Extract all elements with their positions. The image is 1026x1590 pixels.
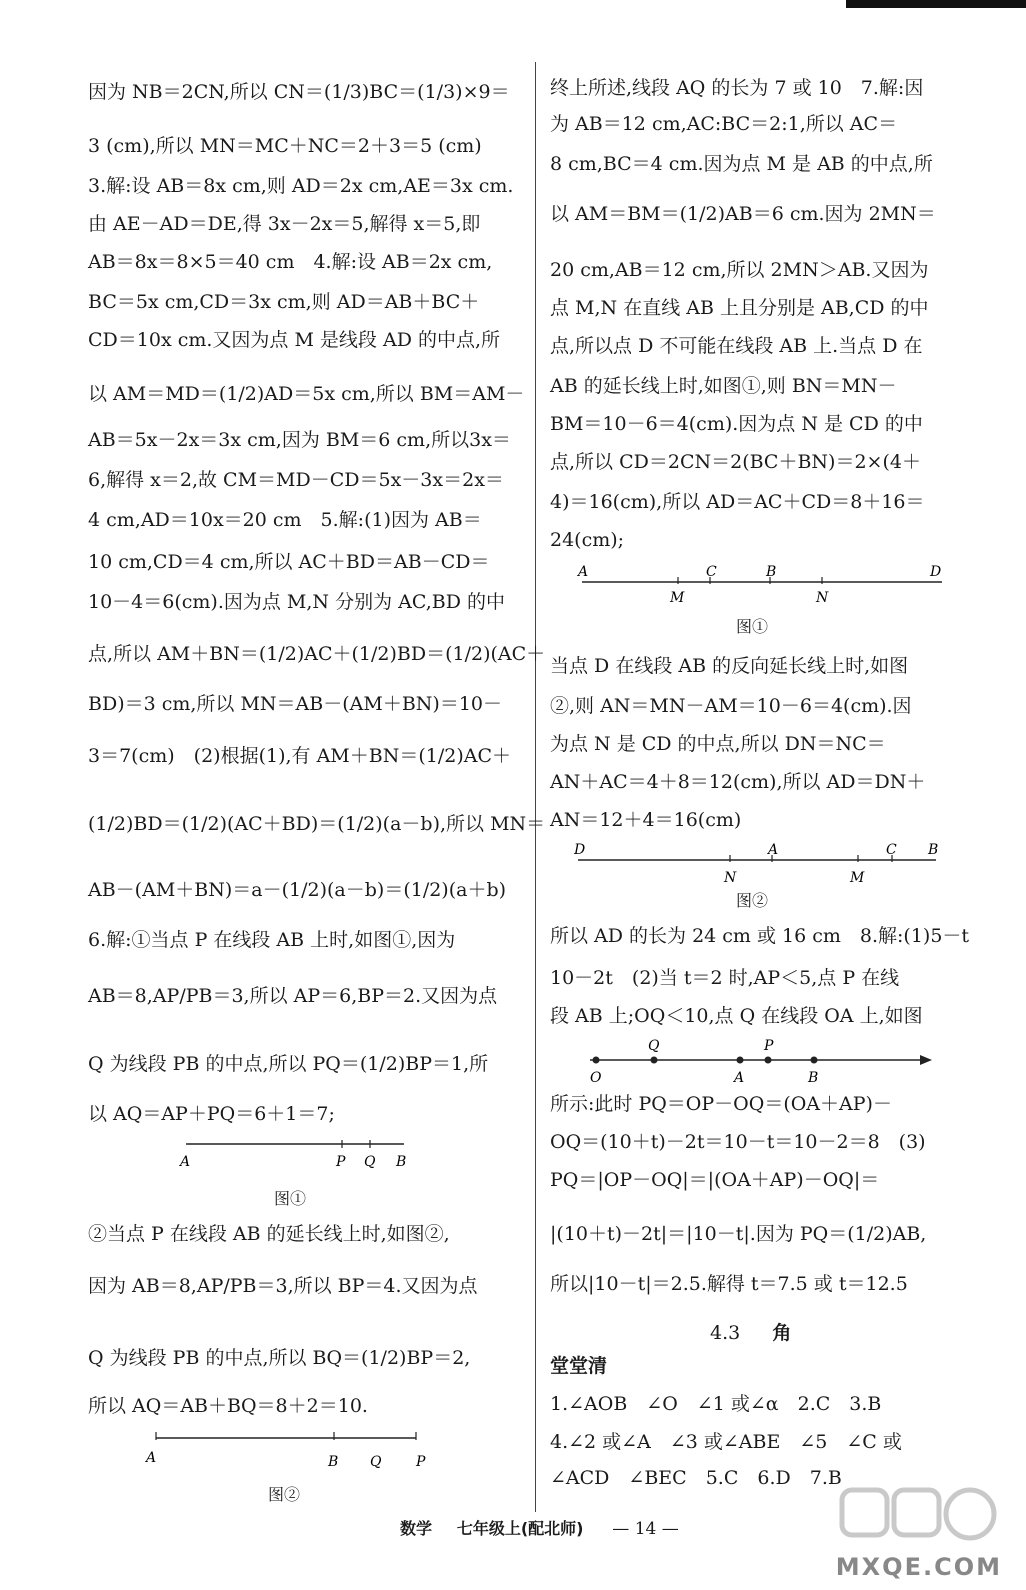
figure-segment-2 xyxy=(88,1426,428,1475)
point-label: B xyxy=(928,842,939,858)
point-label: A xyxy=(578,564,589,580)
footer-dash-left: — xyxy=(612,1519,630,1539)
text-line: 3.解:设 AB＝8x cm,则 AD＝2x cm,AE＝3x cm. xyxy=(88,175,514,197)
text-line: 6,解得 x＝2,故 CM＝MD－CD＝5x－3x＝2x＝ xyxy=(88,469,504,491)
point-label: C xyxy=(706,564,717,580)
text-line: 为 AB＝12 cm,AC:BC＝2:1,所以 AC＝ xyxy=(550,113,898,135)
segment-diagram xyxy=(88,1426,428,1470)
text-line: 当点 D 在线段 AB 的反向延长线上时,如图 xyxy=(550,655,909,677)
point-label: P xyxy=(416,1454,426,1470)
text-line: Q 为线段 PB 的中点,所以 BQ＝(1/2)BP＝2, xyxy=(88,1347,471,1369)
footer-dash-right: — xyxy=(661,1519,679,1539)
point-label: B xyxy=(766,564,777,580)
text-line: 所以 AQ＝AB＋BQ＝8＋2＝10. xyxy=(88,1395,368,1417)
point-label: O xyxy=(590,1070,602,1086)
segment-diagram xyxy=(550,564,970,608)
section-title xyxy=(710,1318,791,1345)
text-line: BC＝5x cm,CD＝3x cm,则 AD＝AB＋BC＋ xyxy=(88,291,480,313)
page-number: 14 xyxy=(634,1519,657,1539)
answer-line: 1.∠AOB ∠O ∠1 或∠α 2.C 3.B xyxy=(550,1393,882,1415)
text-line: AB－(AM＋BN)＝a－(1/2)(a－b)＝(1/2)(a＋b) xyxy=(88,879,507,901)
point-label: P xyxy=(764,1038,774,1054)
watermark-text: MXQE.COM xyxy=(835,1553,1002,1581)
point-label: D xyxy=(574,842,586,858)
text-line: BD)＝3 cm,所以 MN＝AB－(AM＋BN)＝10－ xyxy=(88,693,503,715)
text-line: 24(cm); xyxy=(550,529,625,551)
text-line: OQ＝(10＋t)－2t＝10－t＝10－2＝8 (3) xyxy=(550,1131,926,1153)
figure-caption: 图① xyxy=(736,617,769,636)
point-label: B xyxy=(396,1154,407,1170)
text-line: AB＝5x－2x＝3x cm,因为 BM＝6 cm,所以3x＝ xyxy=(88,429,511,451)
text-line: CD＝10x cm.又因为点 M 是线段 AD 的中点,所 xyxy=(88,329,501,351)
section-name: 角 xyxy=(772,1322,792,1344)
text-line: AN＋AC＝4＋8＝12(cm),所以 AD＝DN＋ xyxy=(550,771,926,793)
number-line-figure xyxy=(550,1034,970,1095)
text-line: 3 (cm),所以 MN＝MC＋NC＝2＋3＝5 (cm) xyxy=(88,135,482,157)
text-line: PQ＝|OP－OQ|＝|(OA＋AP)－OQ|＝ xyxy=(550,1169,880,1191)
sub-heading: 堂堂清 xyxy=(550,1355,608,1377)
top-edge-bar xyxy=(846,0,1026,8)
point-label: Q xyxy=(370,1454,382,1470)
point-label: Q xyxy=(364,1154,376,1170)
answer-line: ∠ACD ∠BEC 5.C 6.D 7.B xyxy=(550,1467,842,1489)
text-line: 因为 AB＝8,AP/PB＝3,所以 BP＝4.又因为点 xyxy=(88,1275,478,1297)
point-label: A xyxy=(180,1154,191,1170)
text-line: 6.解:①当点 P 在线段 AB 上时,如图①,因为 xyxy=(88,929,456,951)
point-label: P xyxy=(336,1154,346,1170)
text-line: 20 cm,AB＝12 cm,所以 2MN＞AB.又因为 xyxy=(550,259,929,281)
point-label: A xyxy=(734,1070,745,1086)
text-line: 点,所以 AM＋BN＝(1/2)AC＋(1/2)BD＝(1/2)(AC＋ xyxy=(88,643,546,665)
text-line: 4)＝16(cm),所以 AD＝AC＋CD＝8＋16＝ xyxy=(550,491,925,513)
text-line: Q 为线段 PB 的中点,所以 PQ＝(1/2)BP＝1,所 xyxy=(88,1053,489,1075)
figure-segment-right-2 xyxy=(550,842,970,891)
point-label: N xyxy=(816,590,829,606)
text-line: 以 AM＝BM＝(1/2)AB＝6 cm.因为 2MN＝ xyxy=(550,203,936,225)
text-line: 终上所述,线段 AQ 的长为 7 或 10 7.解:因 xyxy=(550,77,924,99)
answer-line: 4.∠2 或∠A ∠3 或∠ABE ∠5 ∠C 或 xyxy=(550,1431,902,1453)
point-label: N xyxy=(724,870,737,886)
point-label: D xyxy=(930,564,942,580)
text-line: 所示:此时 PQ＝OP－OQ＝(OA＋AP)－ xyxy=(550,1093,892,1115)
point-label: B xyxy=(808,1070,819,1086)
figure-caption: 图② xyxy=(736,891,769,910)
text-line: BM＝10－6＝4(cm).因为点 N 是 CD 的中 xyxy=(550,413,923,435)
text-line: 因为 NB＝2CN,所以 CN＝(1/3)BC＝(1/3)×9＝ xyxy=(88,81,510,103)
text-line: 所以|10－t|＝2.5.解得 t＝7.5 或 t＝12.5 xyxy=(550,1273,908,1295)
footer-subject: 数学 xyxy=(400,1519,433,1538)
arrow-head-icon xyxy=(920,1055,932,1065)
text-line: ②当点 P 在线段 AB 的延长线上时,如图②, xyxy=(88,1223,450,1245)
point-label: A xyxy=(768,842,779,858)
text-line: ②,则 AN＝MN－AM＝10－6＝4(cm).因 xyxy=(550,695,912,717)
text-line: 4 cm,AD＝10x＝20 cm 5.解:(1)因为 AB＝ xyxy=(88,509,482,531)
text-line: AN＝12＋4＝16(cm) xyxy=(550,809,742,831)
column-divider xyxy=(535,62,536,1512)
text-line: 由 AE－AD＝DE,得 3x－2x＝5,解得 x＝5,即 xyxy=(88,213,481,235)
text-line: (1/2)BD＝(1/2)(AC＋BD)＝(1/2)(a－b),所以 MN＝ xyxy=(88,813,546,835)
text-line: 点,所以点 D 不可能在线段 AB 上.当点 D 在 xyxy=(550,335,923,357)
point-label: A xyxy=(146,1450,157,1466)
segment-diagram xyxy=(88,1132,418,1172)
text-line: AB 的延长线上时,如图①,则 BN＝MN－ xyxy=(550,375,897,397)
section-number: 4.3 xyxy=(710,1322,741,1344)
text-line: 3＝7(cm) (2)根据(1),有 AM＋BN＝(1/2)AC＋ xyxy=(88,745,511,767)
text-line: 10 cm,CD＝4 cm,所以 AC＋BD＝AB－CD＝ xyxy=(88,551,490,573)
figure-segment-1 xyxy=(88,1132,418,1177)
point-label: M xyxy=(850,870,865,886)
text-line: AB＝8,AP/PB＝3,所以 AP＝6,BP＝2.又因为点 xyxy=(88,985,498,1007)
number-line xyxy=(550,1034,970,1090)
point-label: C xyxy=(886,842,897,858)
text-line: 段 AB 上;OQ＜10,点 Q 在线段 OA 上,如图 xyxy=(550,1005,923,1027)
text-line: 以 AQ＝AP＋PQ＝6＋1＝7; xyxy=(88,1103,335,1125)
text-line: 点,所以 CD＝2CN＝2(BC＋BN)＝2×(4＋ xyxy=(550,451,921,473)
figure-caption: 图① xyxy=(274,1189,307,1208)
text-line: 10－4＝6(cm).因为点 M,N 分别为 AC,BD 的中 xyxy=(88,591,505,613)
text-line: AB＝8x＝8×5＝40 cm 4.解:设 AB＝2x cm, xyxy=(88,251,493,273)
footer-grade: 七年级上(配北师) xyxy=(456,1519,584,1538)
text-line: |(10＋t)－2t|＝|10－t|.因为 PQ＝(1/2)AB, xyxy=(550,1223,927,1245)
point-label: Q xyxy=(648,1038,660,1054)
text-line: 以 AM＝MD＝(1/2)AD＝5x cm,所以 BM＝AM－ xyxy=(88,383,525,405)
page-footer xyxy=(400,1516,679,1539)
point-label: M xyxy=(670,590,685,606)
point-label: B xyxy=(328,1454,339,1470)
figure-caption: 图② xyxy=(268,1485,301,1504)
text-line: 点 M,N 在直线 AB 上且分别是 AB,CD 的中 xyxy=(550,297,929,319)
text-line: 所以 AD 的长为 24 cm 或 16 cm 8.解:(1)5－t xyxy=(550,925,970,947)
figure-segment-right-1 xyxy=(550,564,970,613)
segment-diagram xyxy=(550,842,970,886)
text-line: 10－2t (2)当 t＝2 时,AP＜5,点 P 在线 xyxy=(550,967,900,989)
text-line: 8 cm,BC＝4 cm.因为点 M 是 AB 的中点,所 xyxy=(550,153,933,175)
text-line: 为点 N 是 CD 的中点,所以 DN＝NC＝ xyxy=(550,733,886,755)
